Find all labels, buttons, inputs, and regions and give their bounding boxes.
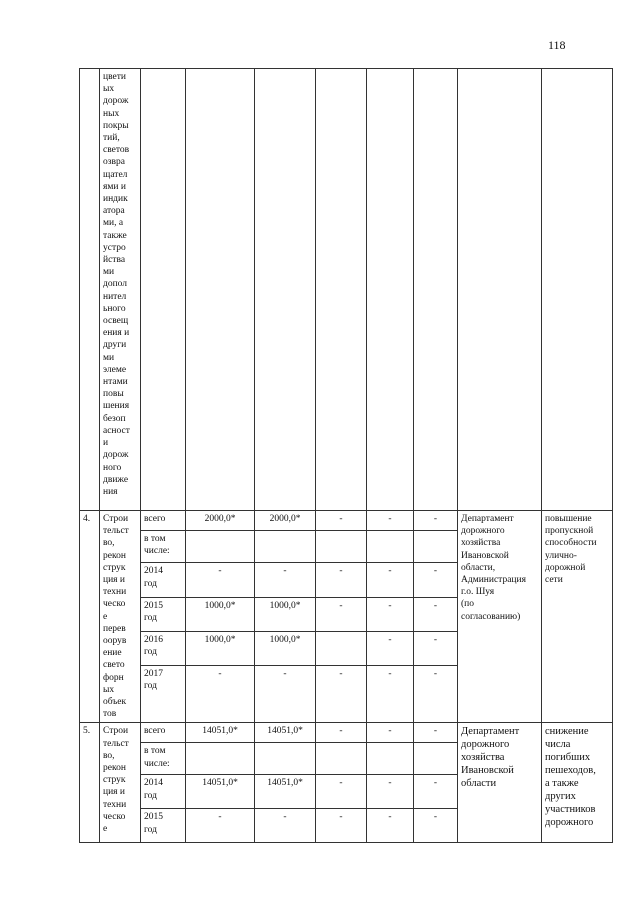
value-total: 2000,0* [186,511,255,531]
expected-result: повышение пропускной способности улично- дорожной сети [542,511,613,723]
value-regional [255,531,316,563]
value-total: - [186,666,255,723]
line-label: в том числе: [141,531,186,563]
line-label: 2017 год [141,666,186,723]
value-c4: - [367,809,414,843]
program-table [79,68,613,843]
cell-empty [316,69,367,511]
value-c4: - [367,597,414,631]
value-total: 14051,0* [186,723,255,743]
value-regional: 2000,0* [255,511,316,531]
value-c5: - [414,809,458,843]
value-c4: - [367,775,414,809]
value-c4: - [367,631,414,665]
value-c5: - [414,631,458,665]
value-c4: - [367,723,414,743]
value-total: - [186,809,255,843]
responsible-department: Департамент дорожного хозяйства Ивановской области [458,723,542,843]
line-label: всего [141,511,186,531]
line-label: в том числе: [141,743,186,775]
cell-number [80,69,100,511]
value-c3: - [316,723,367,743]
value-c4 [367,531,414,563]
value-c4: - [367,666,414,723]
value-regional: 1000,0* [255,631,316,665]
value-total [186,743,255,775]
cell-name-continuation: цвети ых дорож ных покры тий, светов озвра щател ями и индик атора ми, а также устро йства ми допол нител ьного освещ ения и други ми элеме нтами повы шения безоп асност и дорож ного движе ния [100,69,141,511]
value-c5: - [414,597,458,631]
value-regional [255,743,316,775]
value-c3 [316,743,367,775]
table-row [80,511,613,531]
table-row [80,723,613,743]
value-regional: 14051,0* [255,723,316,743]
value-c3 [316,531,367,563]
value-total [186,531,255,563]
line-label: 2015 год [141,809,186,843]
value-regional: 14051,0* [255,775,316,809]
value-c5: - [414,511,458,531]
line-label: всего [141,723,186,743]
value-total: 1000,0* [186,597,255,631]
value-total: 14051,0* [186,775,255,809]
value-regional: 1000,0* [255,597,316,631]
cell-empty [255,69,316,511]
value-regional: - [255,563,316,597]
value-c4 [367,743,414,775]
value-c5: - [414,723,458,743]
row-name: Строи тельст во, рекон струк ция и техни ческо е перев оорув ение свето форн ых объек тов [100,511,141,723]
line-label: 2014 год [141,563,186,597]
value-c5: - [414,666,458,723]
cell-empty [141,69,186,511]
cell-empty [458,69,542,511]
value-c4: - [367,563,414,597]
row-name: Строи тельст во, рекон струк ция и техни ческо е [100,723,141,843]
responsible-department: Департамент дорожного хозяйства Ивановской области, Администрация г.о. Шуя (по согласованию) [458,511,542,723]
value-total: - [186,563,255,597]
row-number: 4. [80,511,100,723]
value-regional: - [255,666,316,723]
value-regional: - [255,809,316,843]
cell-empty [414,69,458,511]
value-c5: - [414,775,458,809]
cell-empty [186,69,255,511]
value-c3: - [316,775,367,809]
value-c5 [414,743,458,775]
value-c3: - [316,597,367,631]
value-total: 1000,0* [186,631,255,665]
table-row-continuation [80,69,613,511]
expected-result: снижение числа погибших пешеходов, а также других участников дорожного [542,723,613,843]
value-c3: - [316,511,367,531]
value-c5: - [414,563,458,597]
value-c3: - [316,809,367,843]
value-c3: - [316,563,367,597]
cell-empty [542,69,613,511]
value-c3 [316,631,367,665]
line-label: 2016 год [141,631,186,665]
value-c3: - [316,666,367,723]
line-label: 2015 год [141,597,186,631]
cell-empty [367,69,414,511]
page-number: 118 [548,38,566,52]
value-c5 [414,531,458,563]
line-label: 2014 год [141,775,186,809]
row-number: 5. [80,723,100,843]
value-c4: - [367,511,414,531]
